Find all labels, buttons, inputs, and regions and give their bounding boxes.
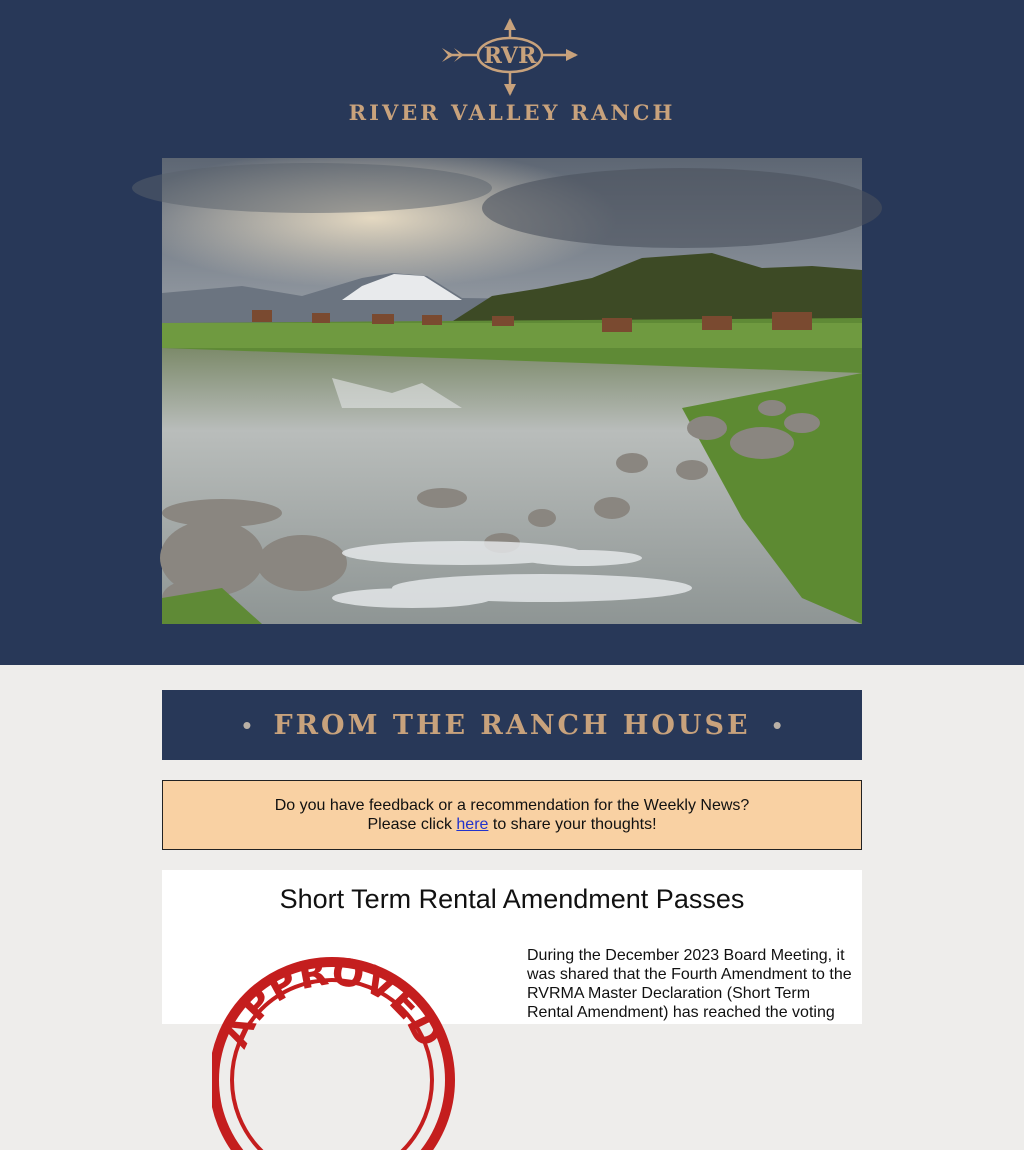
article-body: During the December 2023 Board Meeting, it was shared that the Fourth Amendment to the RVRMA Master Declaration (Short Term Rental Amendment) has reached the voting bbox=[527, 947, 852, 1021]
section-banner bbox=[162, 690, 862, 760]
feedback-line2-before: Please click bbox=[367, 816, 457, 833]
article-title: Short Term Rental Amendment Passes bbox=[279, 884, 745, 914]
stamp-text: APPROVED bbox=[212, 950, 452, 1054]
brand-name: RIVER VALLEY RANCH bbox=[348, 100, 676, 125]
logo-monogram: RVR bbox=[483, 43, 537, 69]
feedback-line2-after: to share your thoughts! bbox=[488, 816, 657, 833]
article-card bbox=[162, 870, 862, 1054]
feedback-line1: Do you have feedback or a recommendation for the Weekly News? bbox=[274, 797, 750, 814]
rvr-logo-icon bbox=[440, 18, 580, 98]
approved-stamp-icon bbox=[212, 950, 492, 1150]
banner-bullet-right: • bbox=[772, 709, 782, 740]
banner-title: FROM THE RANCH HOUSE bbox=[273, 709, 751, 741]
feedback-callout bbox=[162, 780, 862, 850]
banner-bullet-left: • bbox=[242, 709, 252, 740]
hero-photo bbox=[162, 158, 862, 624]
feedback-link[interactable]: here bbox=[456, 816, 489, 833]
feedback-line2 bbox=[163, 815, 861, 834]
